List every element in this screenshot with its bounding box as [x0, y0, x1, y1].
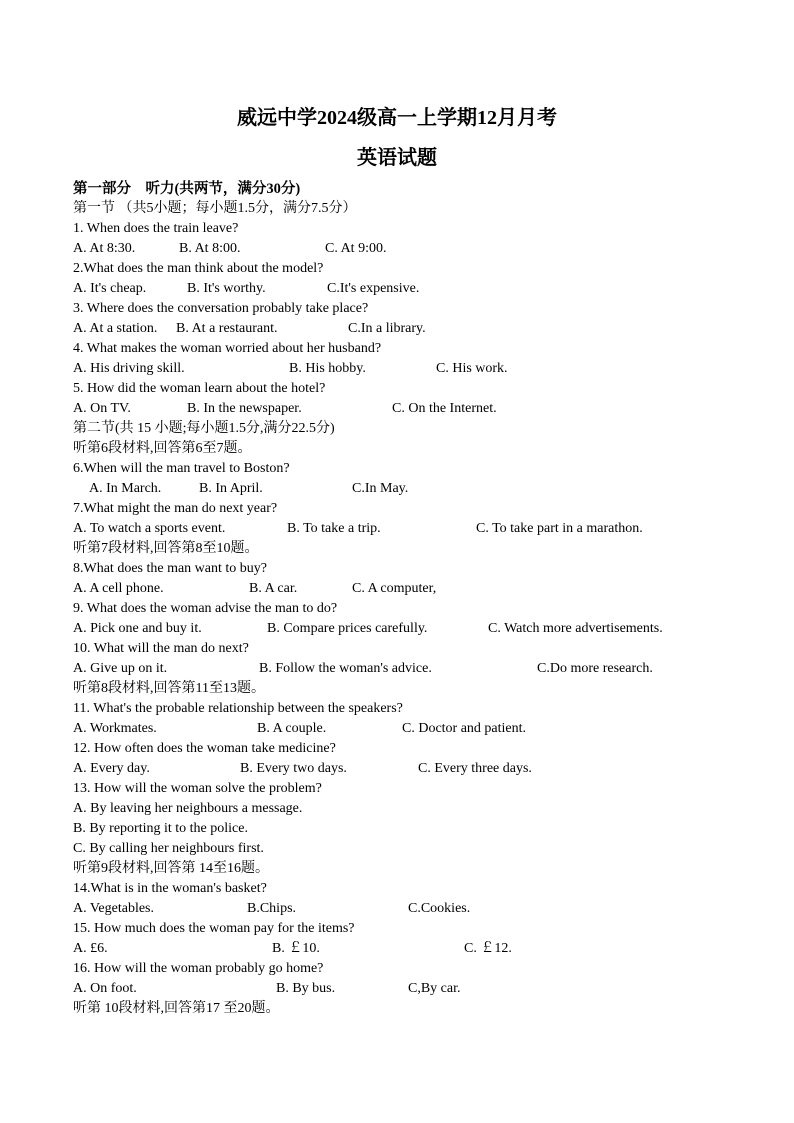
- question-11-options: [73, 719, 763, 739]
- q16-option-c: C,By car.: [408, 981, 461, 996]
- q7-option-a: A. To watch a sports event.: [73, 521, 226, 536]
- question-2-options: [73, 279, 763, 299]
- question-3: 3. Where does the conversation probably take place?: [73, 301, 369, 316]
- q3-option-c: C.In a library.: [348, 321, 426, 336]
- question-7-options: [73, 519, 763, 539]
- question-13: 13. How will the woman solve the problem?: [73, 781, 322, 796]
- question-15-options: [73, 939, 763, 959]
- q5-option-b: B. In the newspaper.: [187, 401, 302, 416]
- q12-option-c: C. Every three days.: [418, 761, 532, 776]
- q13-option-a: A. By leaving her neighbours a message.: [73, 801, 303, 816]
- question-8: 8.What does the man want to buy?: [73, 561, 268, 576]
- passage-8-instruction: 听第8段材料,回答第11至13题。: [73, 681, 265, 696]
- question-15: 15. How much does the woman pay for the items?: [73, 921, 355, 936]
- q5-option-c: C. On the Internet.: [392, 401, 497, 416]
- q16-option-a: A. On foot.: [73, 981, 137, 996]
- q15-option-c: C. ￡12.: [464, 941, 512, 956]
- q14-option-c: C.Cookies.: [408, 901, 471, 916]
- q13-option-b: B. By reporting it to the police.: [73, 821, 248, 836]
- question-16-options: [73, 979, 763, 999]
- q5-option-a: A. On TV.: [73, 401, 131, 416]
- q10-option-c: C.Do more research.: [537, 661, 653, 676]
- question-12-options: [73, 759, 763, 779]
- q9-option-a: A. Pick one and buy it.: [73, 621, 202, 636]
- q6-option-a: A. In March.: [89, 481, 162, 496]
- q4-option-a: A. His driving skill.: [73, 361, 185, 376]
- q14-option-b: B.Chips.: [247, 901, 297, 916]
- q8-option-b: B. A car.: [249, 581, 298, 596]
- q12-option-b: B. Every two days.: [240, 761, 347, 776]
- q10-option-b: B. Follow the woman's advice.: [259, 661, 432, 676]
- q1-option-a: A. At 8:30.: [73, 241, 136, 256]
- question-5: 5. How did the woman learn about the hotel?: [73, 381, 326, 396]
- question-1-options: [73, 239, 763, 259]
- q15-option-b: B. ￡10.: [272, 941, 320, 956]
- question-7: 7.What might the man do next year?: [73, 501, 278, 516]
- q12-option-a: A. Every day.: [73, 761, 150, 776]
- q11-option-b: B. A couple.: [257, 721, 327, 736]
- question-10-options: [73, 659, 763, 679]
- question-10: 10. What will the man do next?: [73, 641, 249, 656]
- question-11: 11. What's the probable relationship between the speakers?: [73, 701, 403, 716]
- question-2: 2.What does the man think about the model?: [73, 261, 324, 276]
- q2-option-c: C.It's expensive.: [327, 281, 420, 296]
- q4-option-b: B. His hobby.: [289, 361, 366, 376]
- question-12: 12. How often does the woman take medicine?: [73, 741, 336, 756]
- q7-option-c: C. To take part in a marathon.: [476, 521, 643, 536]
- question-5-options: [73, 399, 763, 419]
- q7-option-b: B. To take a trip.: [287, 521, 381, 536]
- q3-option-b: B. At a restaurant.: [176, 321, 278, 336]
- question-14-options: [73, 899, 763, 919]
- question-4-options: [73, 359, 763, 379]
- q8-option-c: C. A computer,: [352, 581, 437, 596]
- q16-option-b: B. By bus.: [276, 981, 336, 996]
- q15-option-a: A. £6.: [73, 941, 108, 956]
- question-4: 4. What makes the woman worried about her husband?: [73, 341, 382, 356]
- question-3-options: [73, 319, 763, 339]
- question-9: 9. What does the woman advise the man to do?: [73, 601, 338, 616]
- q11-option-a: A. Workmates.: [73, 721, 157, 736]
- q11-option-c: C. Doctor and patient.: [402, 721, 527, 736]
- passage-6-instruction: 听第6段材料,回答第6至7题。: [73, 441, 252, 456]
- exam-title: 威远中学2024级高一上学期12月月考: [237, 107, 557, 129]
- q13-option-c: C. By calling her neighbours first.: [73, 841, 264, 856]
- question-8-options: [73, 579, 763, 599]
- q2-option-b: B. It's worthy.: [187, 281, 266, 296]
- q8-option-a: A. A cell phone.: [73, 581, 164, 596]
- q6-option-c: C.In May.: [352, 481, 409, 496]
- passage-9-instruction: 听第9段材料,回答第 14至16题。: [73, 861, 269, 876]
- q9-option-b: B. Compare prices carefully.: [267, 621, 428, 636]
- question-1: 1. When does the train leave?: [73, 221, 239, 236]
- passage-7-instruction: 听第7段材料,回答第8至10题。: [73, 541, 259, 556]
- q10-option-a: A. Give up on it.: [73, 661, 168, 676]
- q9-option-c: C. Watch more advertisements.: [488, 621, 663, 636]
- question-9-options: [73, 619, 763, 639]
- question-6: 6.When will the man travel to Boston?: [73, 461, 290, 476]
- exam-content: [73, 179, 763, 1019]
- section2-heading: 第二节(共 15 小题;每小题1.5分,满分22.5分): [73, 421, 335, 436]
- q3-option-a: A. At a station.: [73, 321, 158, 336]
- question-14: 14.What is in the woman's basket?: [73, 881, 267, 896]
- q4-option-c: C. His work.: [436, 361, 508, 376]
- question-16: 16. How will the woman probably go home?: [73, 961, 324, 976]
- exam-subtitle: 英语试题: [357, 147, 437, 169]
- question-6-options: [73, 479, 763, 499]
- part1-heading: 第一部分 听力(共两节，满分30分): [73, 181, 301, 197]
- section1-heading: 第一节 （共5小题；每小题1.5分，满分7.5分）: [73, 201, 357, 216]
- q6-option-b: B. In April.: [199, 481, 263, 496]
- q14-option-a: A. Vegetables.: [73, 901, 154, 916]
- q1-option-c: C. At 9:00.: [325, 241, 387, 256]
- q2-option-a: A. It's cheap.: [73, 281, 147, 296]
- passage-10-instruction: 听第 10段材料,回答第17 至20题。: [73, 1001, 280, 1016]
- q1-option-b: B. At 8:00.: [179, 241, 241, 256]
